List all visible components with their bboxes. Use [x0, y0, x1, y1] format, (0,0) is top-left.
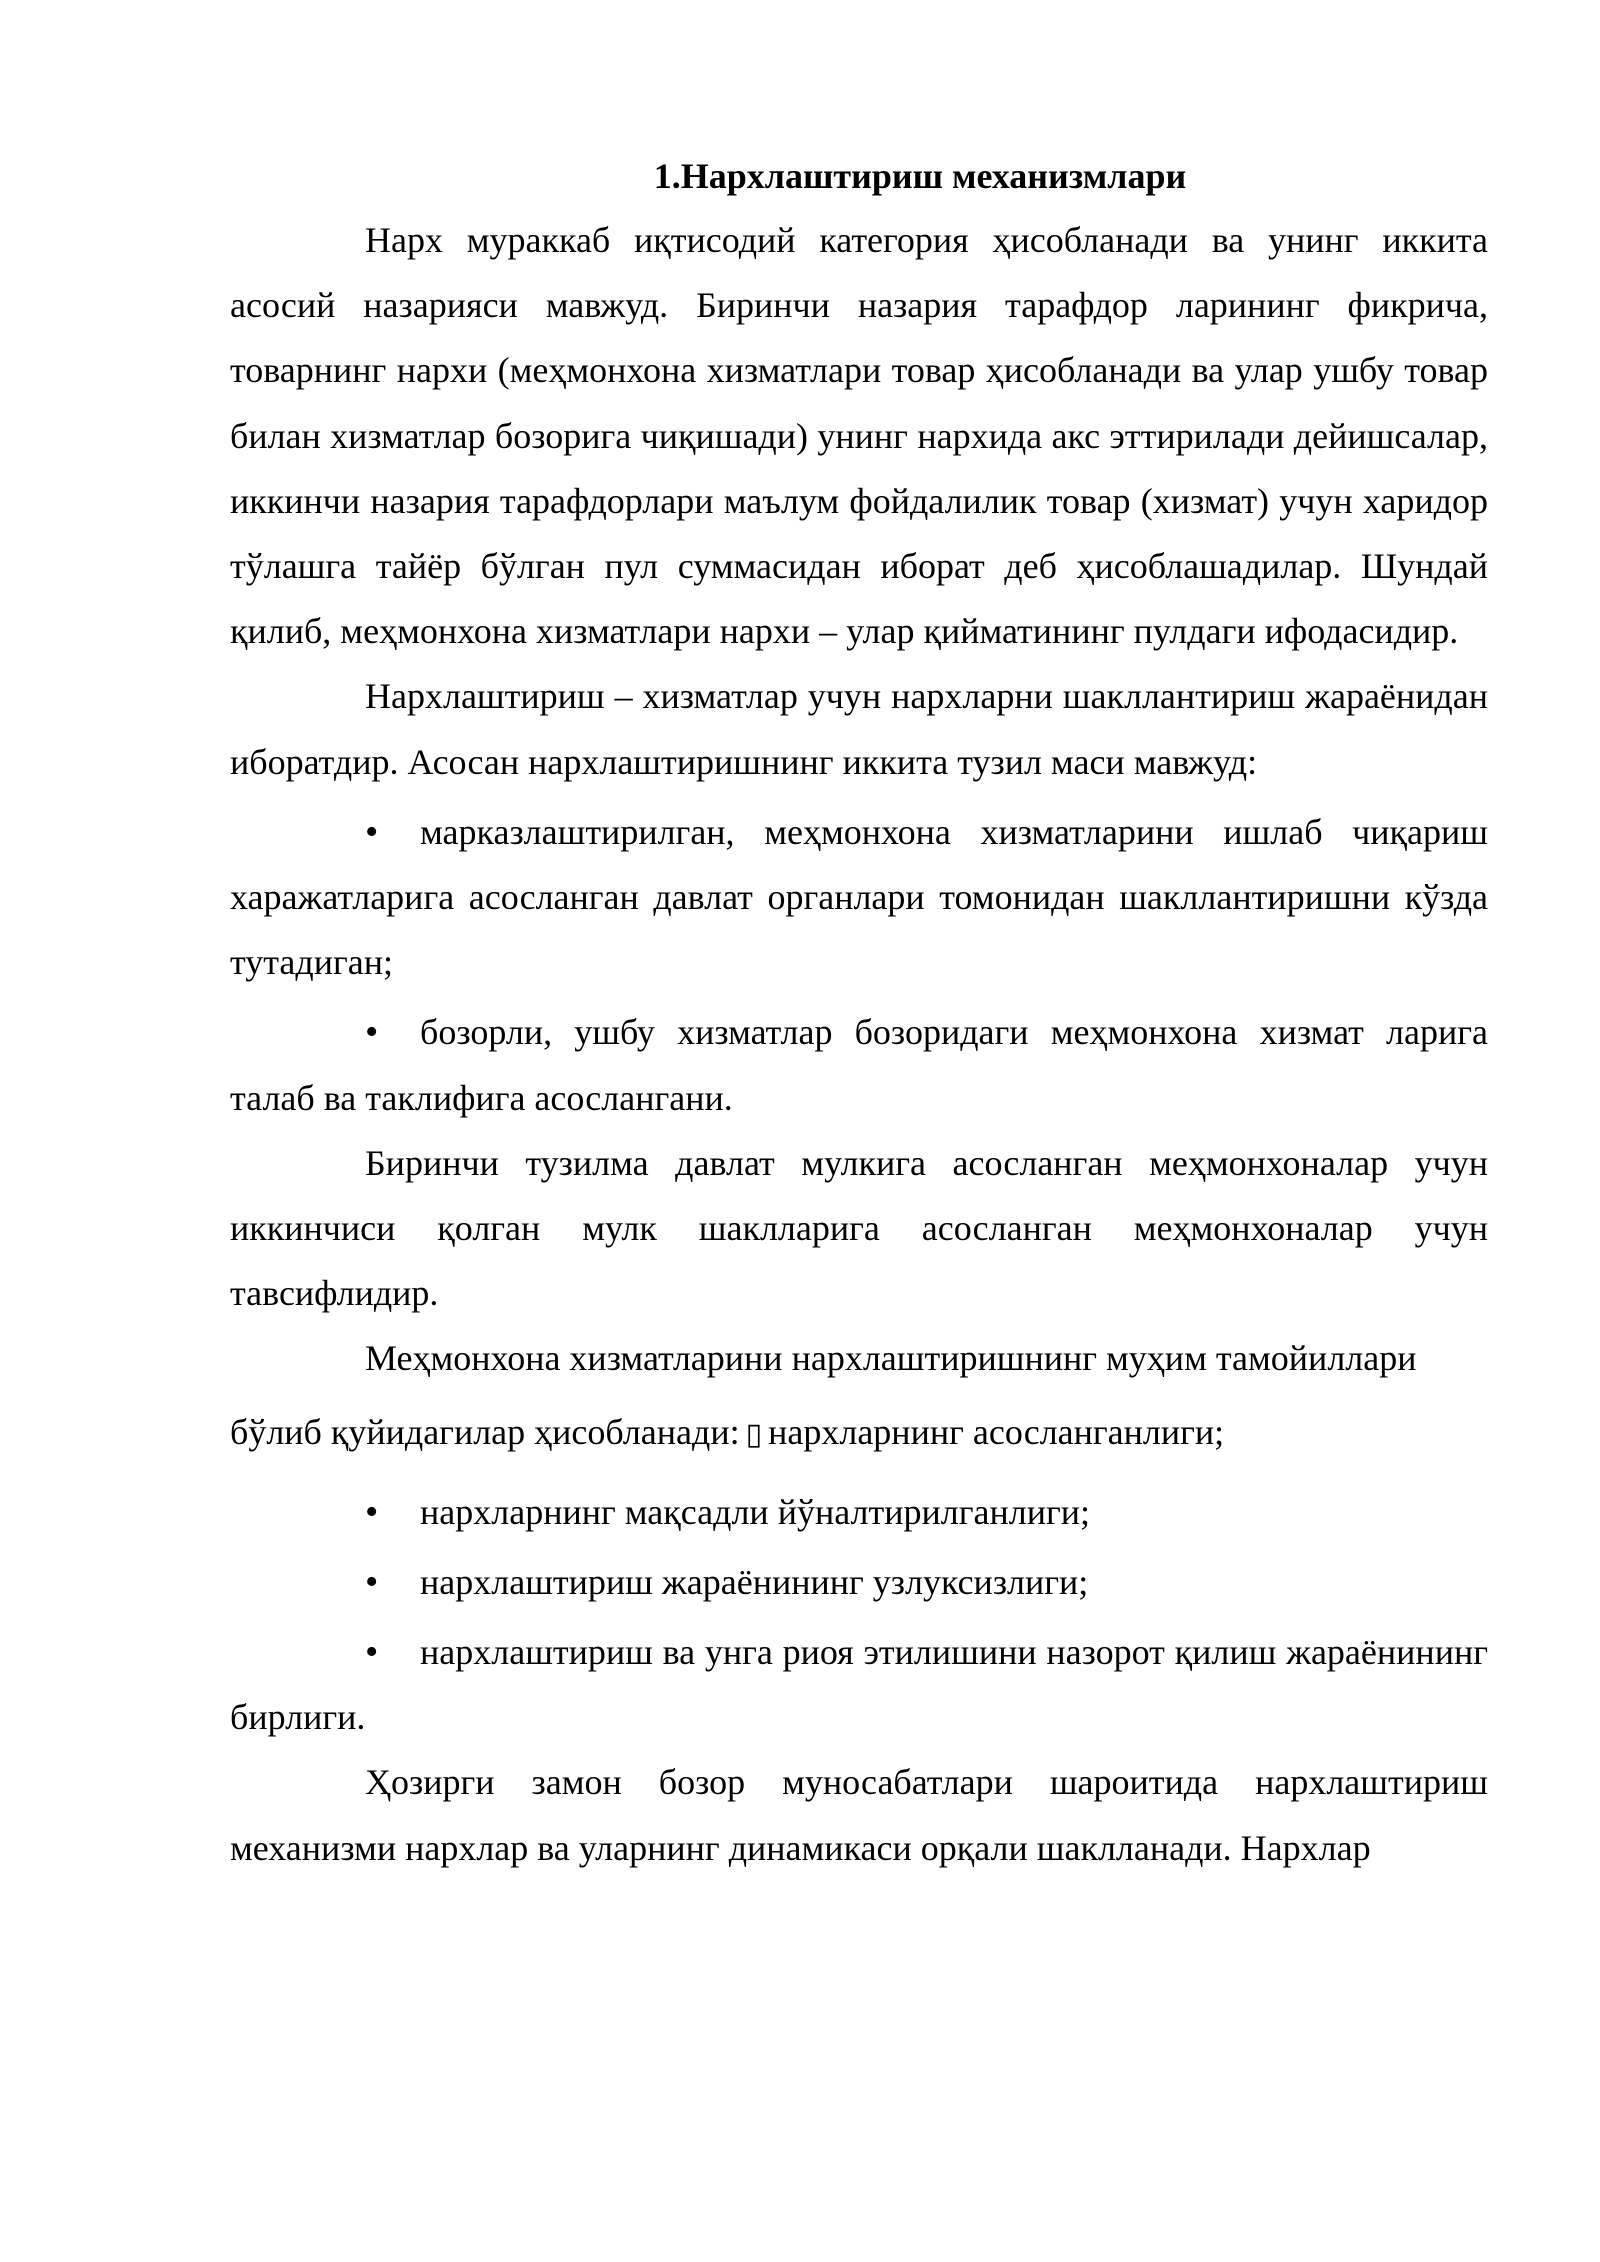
bullet-icon: • — [365, 1490, 379, 1533]
list-item-text: нархлаштириш ва унга риоя этилишини назорот қилиш жараёнининг бирлиги. — [230, 1632, 1488, 1738]
paragraph-modern-market: Ҳозирги замон бозор муносабатлари шароитида нархлаштириш механизми нархлар ва уларнинг динамикаси орқали шаклланади. Нархлар — [230, 1762, 1488, 1868]
document-body — [230, 208, 1488, 1881]
paragraph-principles: Меҳмонхона хизматларини нархлаштиришнинг муҳим тамойиллари — [365, 1338, 1417, 1379]
principles-first-item: нархларнинг асосланганлиги; — [768, 1411, 1225, 1452]
paragraph-principles-continued — [230, 1392, 1488, 1475]
paragraph-first-structure: Биринчи тузилма давлат мулкига асосланган меҳмонхоналар учун иккинчиси қолган мулк шаклларига асосланган меҳмонхоналар учун тавсифлидир. — [230, 1142, 1488, 1314]
list-item-text: нархларнинг мақсадли йўналтирилганлиги; — [420, 1491, 1090, 1532]
list-item — [230, 1550, 1488, 1615]
list-item — [230, 800, 1488, 996]
bullet-icon: • — [365, 1560, 379, 1603]
list-item — [230, 1480, 1488, 1545]
bullet-icon: • — [365, 1631, 379, 1674]
principles-lead-text: бўлиб қуйидагилар ҳисобланади: — [230, 1411, 740, 1452]
list-item — [230, 1620, 1488, 1750]
bullet-icon: • — [365, 1011, 379, 1054]
list-item-text: нархлаштириш жараёнининг узлуксизлиги; — [420, 1561, 1089, 1602]
list-item — [230, 1000, 1488, 1130]
list-item-text: марказлаштирилган, меҳмонхона хизматларини ишлаб чиқариш харажатларига асосланган давлат органлари томонидан шакллантиришни кўзда тутадиган; — [230, 811, 1488, 983]
paragraph-pricing-definition: Нархлаштириш – хизматлар учун нархларни шакллантириш жараёнидан иборатдир. Асосан нархлаштиришнинг иккита тузил маси мавжуд: — [230, 676, 1488, 782]
section-title: 1.Нархлаштириш механизмлари — [653, 156, 1187, 196]
paragraph-price-theory: Нарх мураккаб иқтисодий категория ҳисобланади ва унинг иккита асосий назарияси мавжуд. Биринчи назария тарафдор ларининг фикрича, товарнинг нархи (меҳмонхона хизматлари товар ҳисобланади ва улар ушбу товар билан хизматлар бозорига чиқишади) унинг нархида акс эттирилади дейишсалар, иккинчи назария тарафдорлари маълум фойдалилик товар (хизмат) учун харидор тўлашга тайёр бўлган пул суммасидан иборат деб ҳисоблашадилар. Шундай қилиб, меҳмонхона хизматлари нархи – улар қийматининг пулдаги ифодасидир. — [230, 220, 1488, 652]
list-item-text: бозорли, ушбу хизматлар бозоридаги меҳмонхона хизмат ларига талаб ва таклифига асослангани. — [230, 1012, 1488, 1118]
missing-glyph-icon: ▯ — [745, 1416, 763, 1452]
bullet-icon: • — [365, 810, 379, 853]
